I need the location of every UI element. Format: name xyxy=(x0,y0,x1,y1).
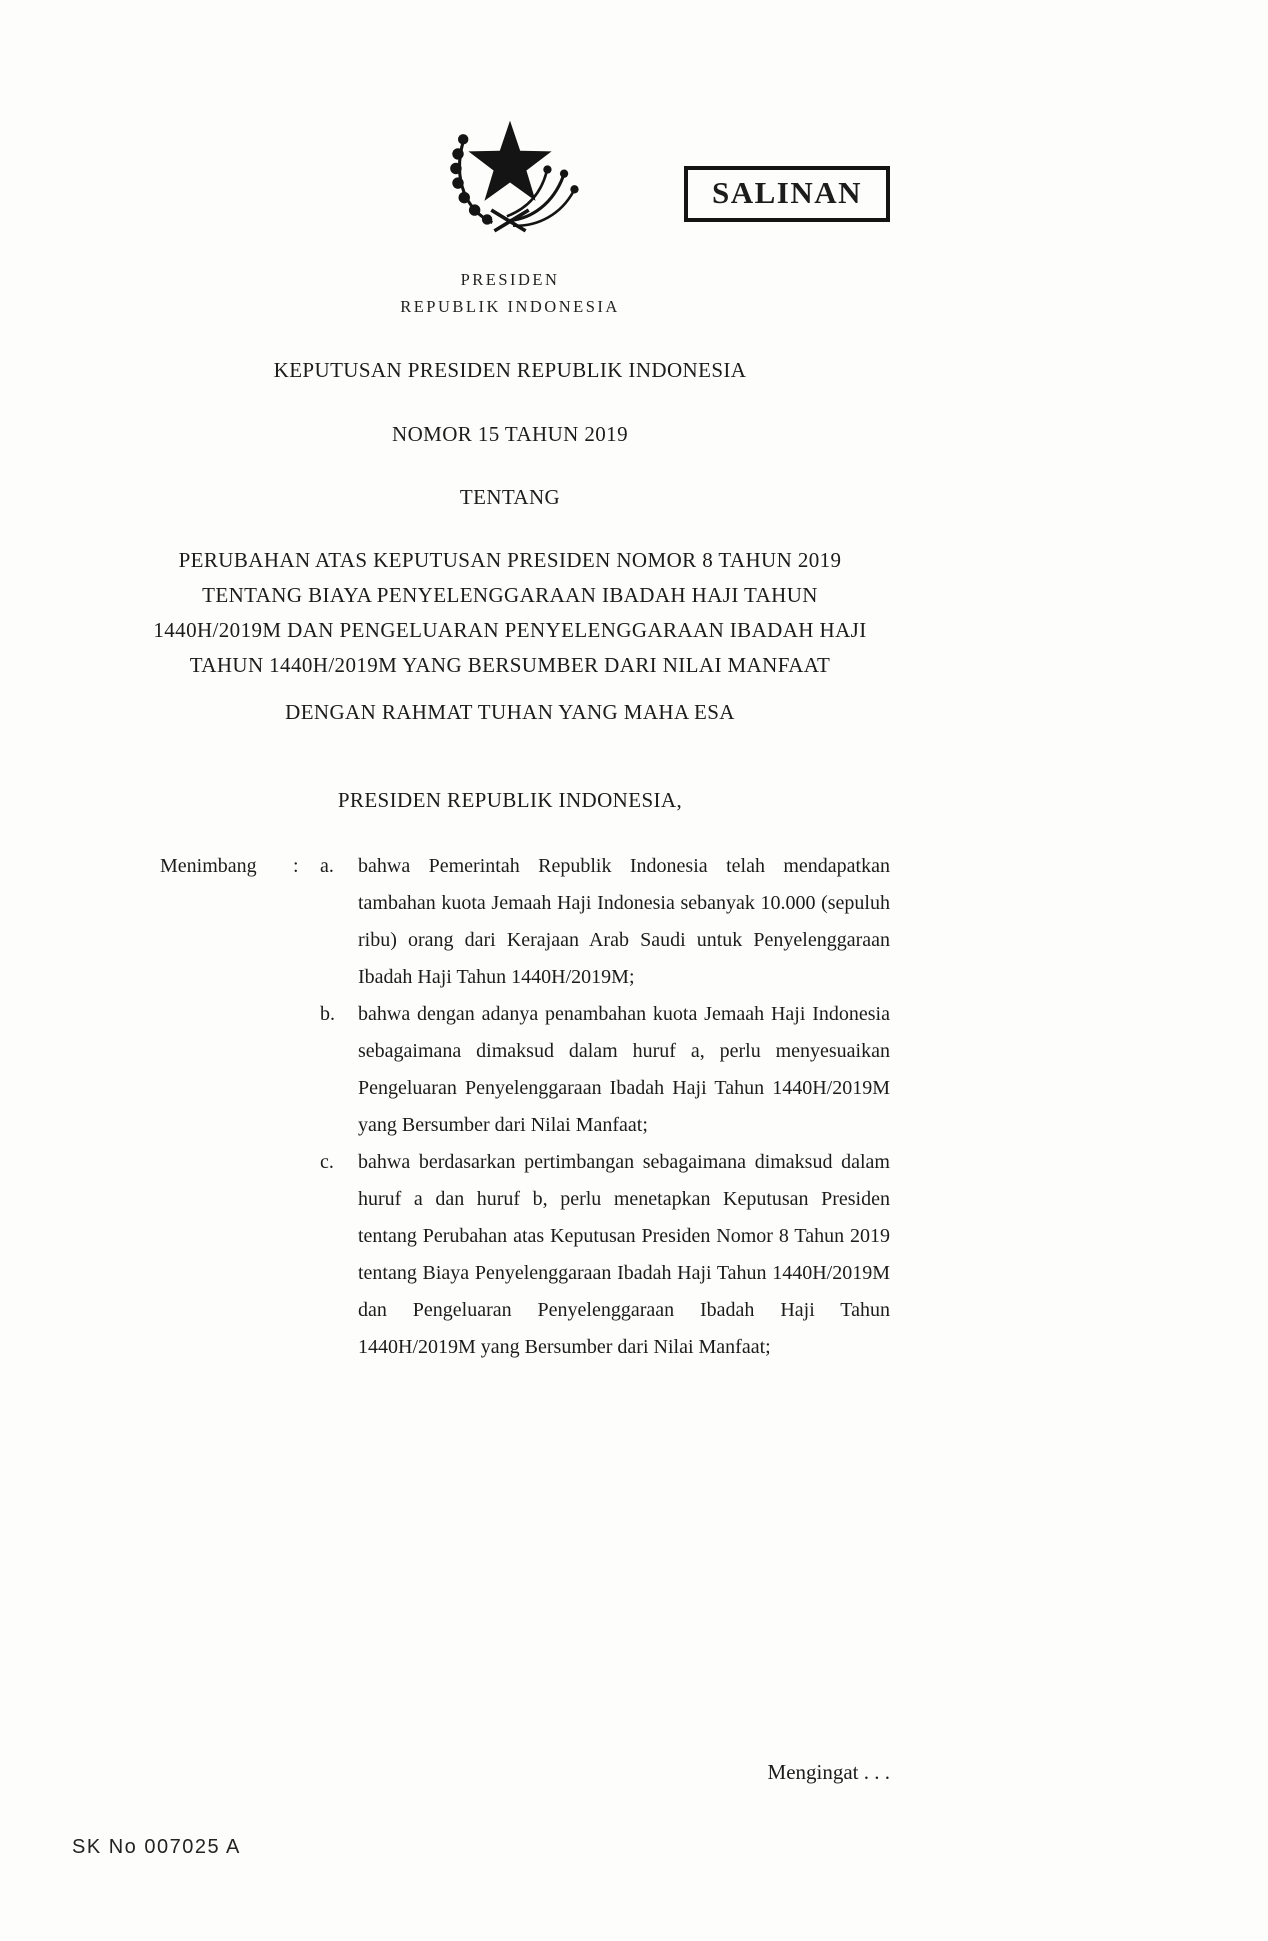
item-letter: c. xyxy=(320,1151,334,1173)
considering-label: Menimbang xyxy=(160,855,257,877)
letterhead-line-republik-indonesia: REPUBLIK INDONESIA xyxy=(400,297,620,316)
page-content xyxy=(130,0,890,1941)
item-letter: a. xyxy=(320,855,334,877)
decree-subject: PERUBAHAN ATAS KEPUTUSAN PRESIDEN NOMOR 8 TAHUN 2019 TENTANG BIAYA PENYELENGGARAAN IBADAH HAJI TAHUN 1440H/2019M DAN PENGELUARAN PENYELENGGARAAN IBADAH HAJI TAHUN 1440H/2019M YANG BERSUMBER DARI NILAI MANFAAT xyxy=(153,548,867,677)
considering-item-a xyxy=(320,848,890,996)
tentang-heading: TENTANG xyxy=(459,485,561,509)
item-text: bahwa dengan adanya penambahan kuota Jemaah Haji Indonesia sebagaimana dimaksud dalam huruf a, perlu menyesuaikan Pengeluaran Penyelenggaraan Ibadah Haji Tahun 1440H/2019M yang Bersumber dari Nilai Manfaat; xyxy=(358,1003,890,1136)
item-text: bahwa berdasarkan pertimbangan sebagaimana dimaksud dalam huruf a dan huruf b, perlu menetapkan Keputusan Presiden tentang Perubahan atas Keputusan Presiden Nomor 8 Tahun 2019 tentang Biaya Penyelenggaraan Ibadah Haji Tahun 1440H/2019M dan Pengeluaran Penyelenggaraan Ibadah Haji Tahun 1440H/2019M yang Bersumber dari Nilai Manfaat; xyxy=(358,1151,890,1358)
salinan-stamp: SALINAN xyxy=(684,166,890,222)
decree-title: KEPUTUSAN PRESIDEN REPUBLIK INDONESIA xyxy=(273,358,747,382)
considering-item-b xyxy=(320,996,890,1144)
presidential-emblem-icon xyxy=(430,104,590,260)
catchword-mengingat: Mengingat . . . xyxy=(767,1760,890,1784)
considering-item-c xyxy=(320,1144,890,1366)
letterhead xyxy=(130,266,890,320)
decree-number: NOMOR 15 TAHUN 2019 xyxy=(392,422,628,446)
item-text: bahwa Pemerintah Republik Indonesia telah mendapatkan tambahan kuota Jemaah Haji Indonesia sebanyak 10.000 (sepuluh ribu) orang dari Kerajaan Arab Saudi untuk Penyelenggaraan Ibadah Haji Tahun 1440H/2019M; xyxy=(358,855,890,988)
document-serial-number: SK No 007025 A xyxy=(72,1836,241,1858)
considering-section xyxy=(160,848,890,1366)
considering-colon: : xyxy=(293,855,299,877)
considering-items xyxy=(320,848,890,1366)
invocation-line: DENGAN RAHMAT TUHAN YANG MAHA ESA xyxy=(285,700,735,724)
authority-line: PRESIDEN REPUBLIK INDONESIA, xyxy=(337,788,683,812)
letterhead-line-presiden: PRESIDEN xyxy=(460,270,560,289)
item-letter: b. xyxy=(320,1003,335,1025)
